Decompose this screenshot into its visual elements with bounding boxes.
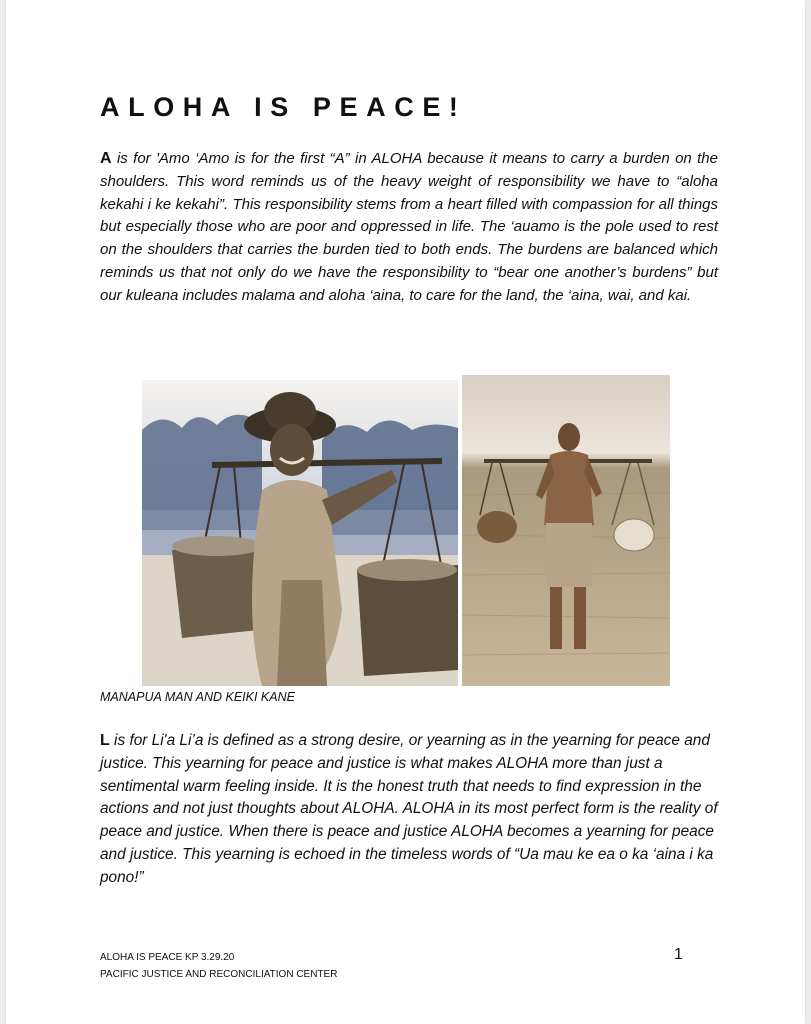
paragraph-l-text: is for Li'a Li’a is defined as a strong desire, or yearning as in the yearning for peace and justice. This yearning for peace and justice is what makes ALOHA more than just a sentimental warm feeling inside. It is the honest truth that needs to find expression in the actions and not just thoughts about ALOHA. ALOHA in its most perfect form is the reality of peace and justice. When there is peace and justice ALOHA becomes a yearning for peace and justice. This yearning is echoed in the timeless words of “Ua mau ke ea o ka ‘aina i ka pono!” (100, 732, 718, 886)
document-page (6, 0, 805, 1024)
paragraph-a (100, 148, 718, 308)
page-number: 1 (674, 946, 683, 963)
paragraph-a-text: is for 'Amo ‘Amo is for the first “A” in ALOHA because it means to carry a burden on the shoulders. This word reminds us of the heavy weight of responsibility we have to “aloha kekahi i ke kekahi”. This responsibility stems from a heart filled with compassion for all things but especially those who are poor and oppressed in life. The ‘auamo is the pole used to rest on the shoulders that carries the burden tied to both ends. The burdens are balanced which reminds us that not only do we have the responsibility to “bear one another’s burdens” but our kuleana includes malama and aloha ‘aina, to care for the land, the ‘aina, wai, and kai. (100, 150, 718, 304)
manapua-man-photo (142, 380, 458, 686)
page-title: ALOHA IS PEACE! (100, 92, 467, 122)
paragraph-a-letter: A (100, 150, 112, 167)
photo-caption: MANAPUA MAN AND KEIKI KANE (100, 690, 295, 704)
footer-line-1: ALOHA IS PEACE KP 3.29.20 (100, 952, 235, 963)
keiki-kane-photo (462, 375, 670, 686)
paragraph-l (100, 730, 718, 890)
paragraph-l-letter: L (100, 732, 110, 749)
footer-line-2: PACIFIC JUSTICE AND RECONCILIATION CENTER (100, 969, 338, 980)
